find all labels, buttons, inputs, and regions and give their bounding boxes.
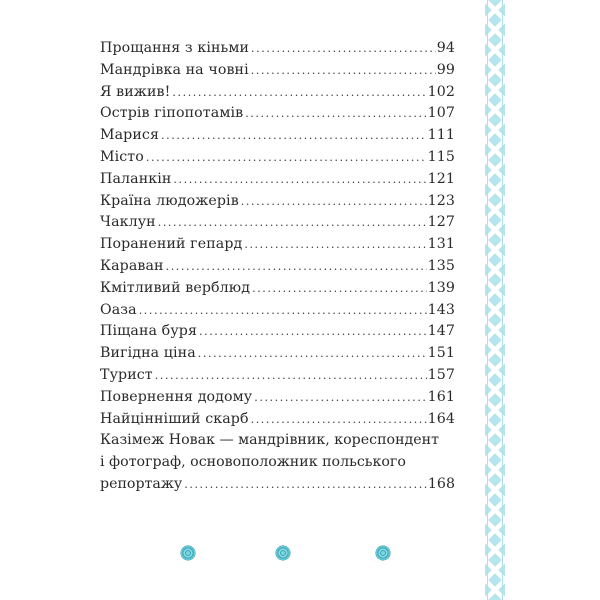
toc-entry xyxy=(100,191,455,213)
toc-entry xyxy=(100,103,455,125)
toc-entry-title: Чаклун xyxy=(100,214,156,231)
toc-entry xyxy=(100,212,455,234)
toc-entry-page: 107 xyxy=(427,105,455,122)
toc-entry-title: Піщана буря xyxy=(100,323,198,340)
toc-leader-dots xyxy=(244,234,426,256)
toc-leader-dots xyxy=(139,300,427,322)
toc-entry xyxy=(100,278,455,300)
toc-entry-page: 123 xyxy=(427,192,455,209)
toc-entry xyxy=(100,409,455,431)
toc-entry-title: Паланкін xyxy=(100,170,172,187)
toc-entry-final-line3 xyxy=(100,474,455,496)
toc-entry-page: 161 xyxy=(427,388,455,405)
table-of-contents xyxy=(100,38,455,496)
toc-leader-dots xyxy=(245,103,426,125)
toc-leader-dots xyxy=(198,343,427,365)
toc-entry-page: 135 xyxy=(427,257,455,274)
toc-leader-dots xyxy=(252,278,427,300)
toc-entry-title: Місто xyxy=(100,148,144,165)
toc-leader-dots xyxy=(173,169,426,191)
toc-entry-page: 102 xyxy=(427,83,455,100)
toc-entry xyxy=(100,387,455,409)
toc-entry xyxy=(100,147,455,169)
toc-entry-title: Турист xyxy=(100,366,153,383)
toc-leader-dots xyxy=(251,38,436,60)
toc-entry-final xyxy=(100,430,455,495)
toc-entry xyxy=(100,82,455,104)
toc-entry-page: 127 xyxy=(427,214,455,231)
toc-leader-dots xyxy=(251,409,427,431)
toc-entry-title: Прощання з кіньми xyxy=(100,40,250,56)
toc-entry xyxy=(100,38,455,60)
spiral-ornament-icon xyxy=(276,546,290,560)
toc-entry-final-line2: і фотограф, основоположник польського xyxy=(100,454,406,471)
toc-entry-title: Вигідна ціна xyxy=(100,345,196,362)
toc-leader-dots xyxy=(155,365,427,387)
toc-leader-dots xyxy=(158,212,427,234)
toc-entry xyxy=(100,125,455,147)
toc-entry-page: 164 xyxy=(427,410,455,427)
toc-entry xyxy=(100,365,455,387)
toc-leader-dots xyxy=(254,387,426,409)
toc-entry-page: 168 xyxy=(427,475,455,492)
toc-entry-page: 111 xyxy=(427,127,455,144)
decorative-lattice-border xyxy=(485,0,505,600)
toc-entry-page: 131 xyxy=(427,236,455,253)
toc-leader-dots xyxy=(146,147,427,169)
toc-entry-page: 99 xyxy=(436,61,455,78)
toc-entry-title: Найцінніший скарб xyxy=(100,410,249,427)
toc-entry-title: Караван xyxy=(100,257,164,274)
toc-entry xyxy=(100,300,455,322)
toc-entry-title: Оаза xyxy=(100,301,137,318)
toc-entry-page: 143 xyxy=(427,301,455,318)
toc-leader-dots xyxy=(172,82,426,104)
toc-entry-title: Кмітливий верблюд xyxy=(100,279,251,296)
toc-leader-dots xyxy=(161,125,427,147)
toc-leader-dots xyxy=(166,256,427,278)
toc-entry-title: Марися xyxy=(100,127,160,144)
toc-entry-page: 147 xyxy=(427,323,455,340)
spiral-ornament-icon xyxy=(376,546,390,560)
toc-entry-page: 151 xyxy=(427,345,455,362)
toc-entry-title: Повернення додому xyxy=(100,388,253,405)
toc-entry-final-line1: Казімеж Новак — мандрівник, кореспондент xyxy=(100,432,439,449)
toc-entry-title: Острів гіпопотамів xyxy=(100,105,244,122)
toc-entry xyxy=(100,256,455,278)
toc-entry-page: 157 xyxy=(427,366,455,383)
toc-entry-page: 94 xyxy=(436,40,455,56)
spiral-ornament-icon xyxy=(181,546,195,560)
toc-entry xyxy=(100,169,455,191)
toc-entry xyxy=(100,321,455,343)
toc-entry-page: 139 xyxy=(427,279,455,296)
toc-leader-dots xyxy=(241,191,427,213)
toc-entry-page: 121 xyxy=(427,170,455,187)
toc-entry-page: 115 xyxy=(427,148,455,165)
toc-entry xyxy=(100,60,455,82)
toc-entry-title: Країна людожерів xyxy=(100,192,239,209)
toc-entry xyxy=(100,234,455,256)
toc-leader-dots xyxy=(199,321,427,343)
toc-entry xyxy=(100,343,455,365)
toc-entry-title: Я вижив! xyxy=(100,83,171,100)
toc-leader-dots xyxy=(251,60,436,82)
toc-entry-title: репортажу xyxy=(100,475,183,492)
toc-entry-title: Поранений гепард xyxy=(100,236,243,253)
toc-entry-title: Мандрівка на човні xyxy=(100,61,249,78)
toc-leader-dots xyxy=(184,474,427,496)
